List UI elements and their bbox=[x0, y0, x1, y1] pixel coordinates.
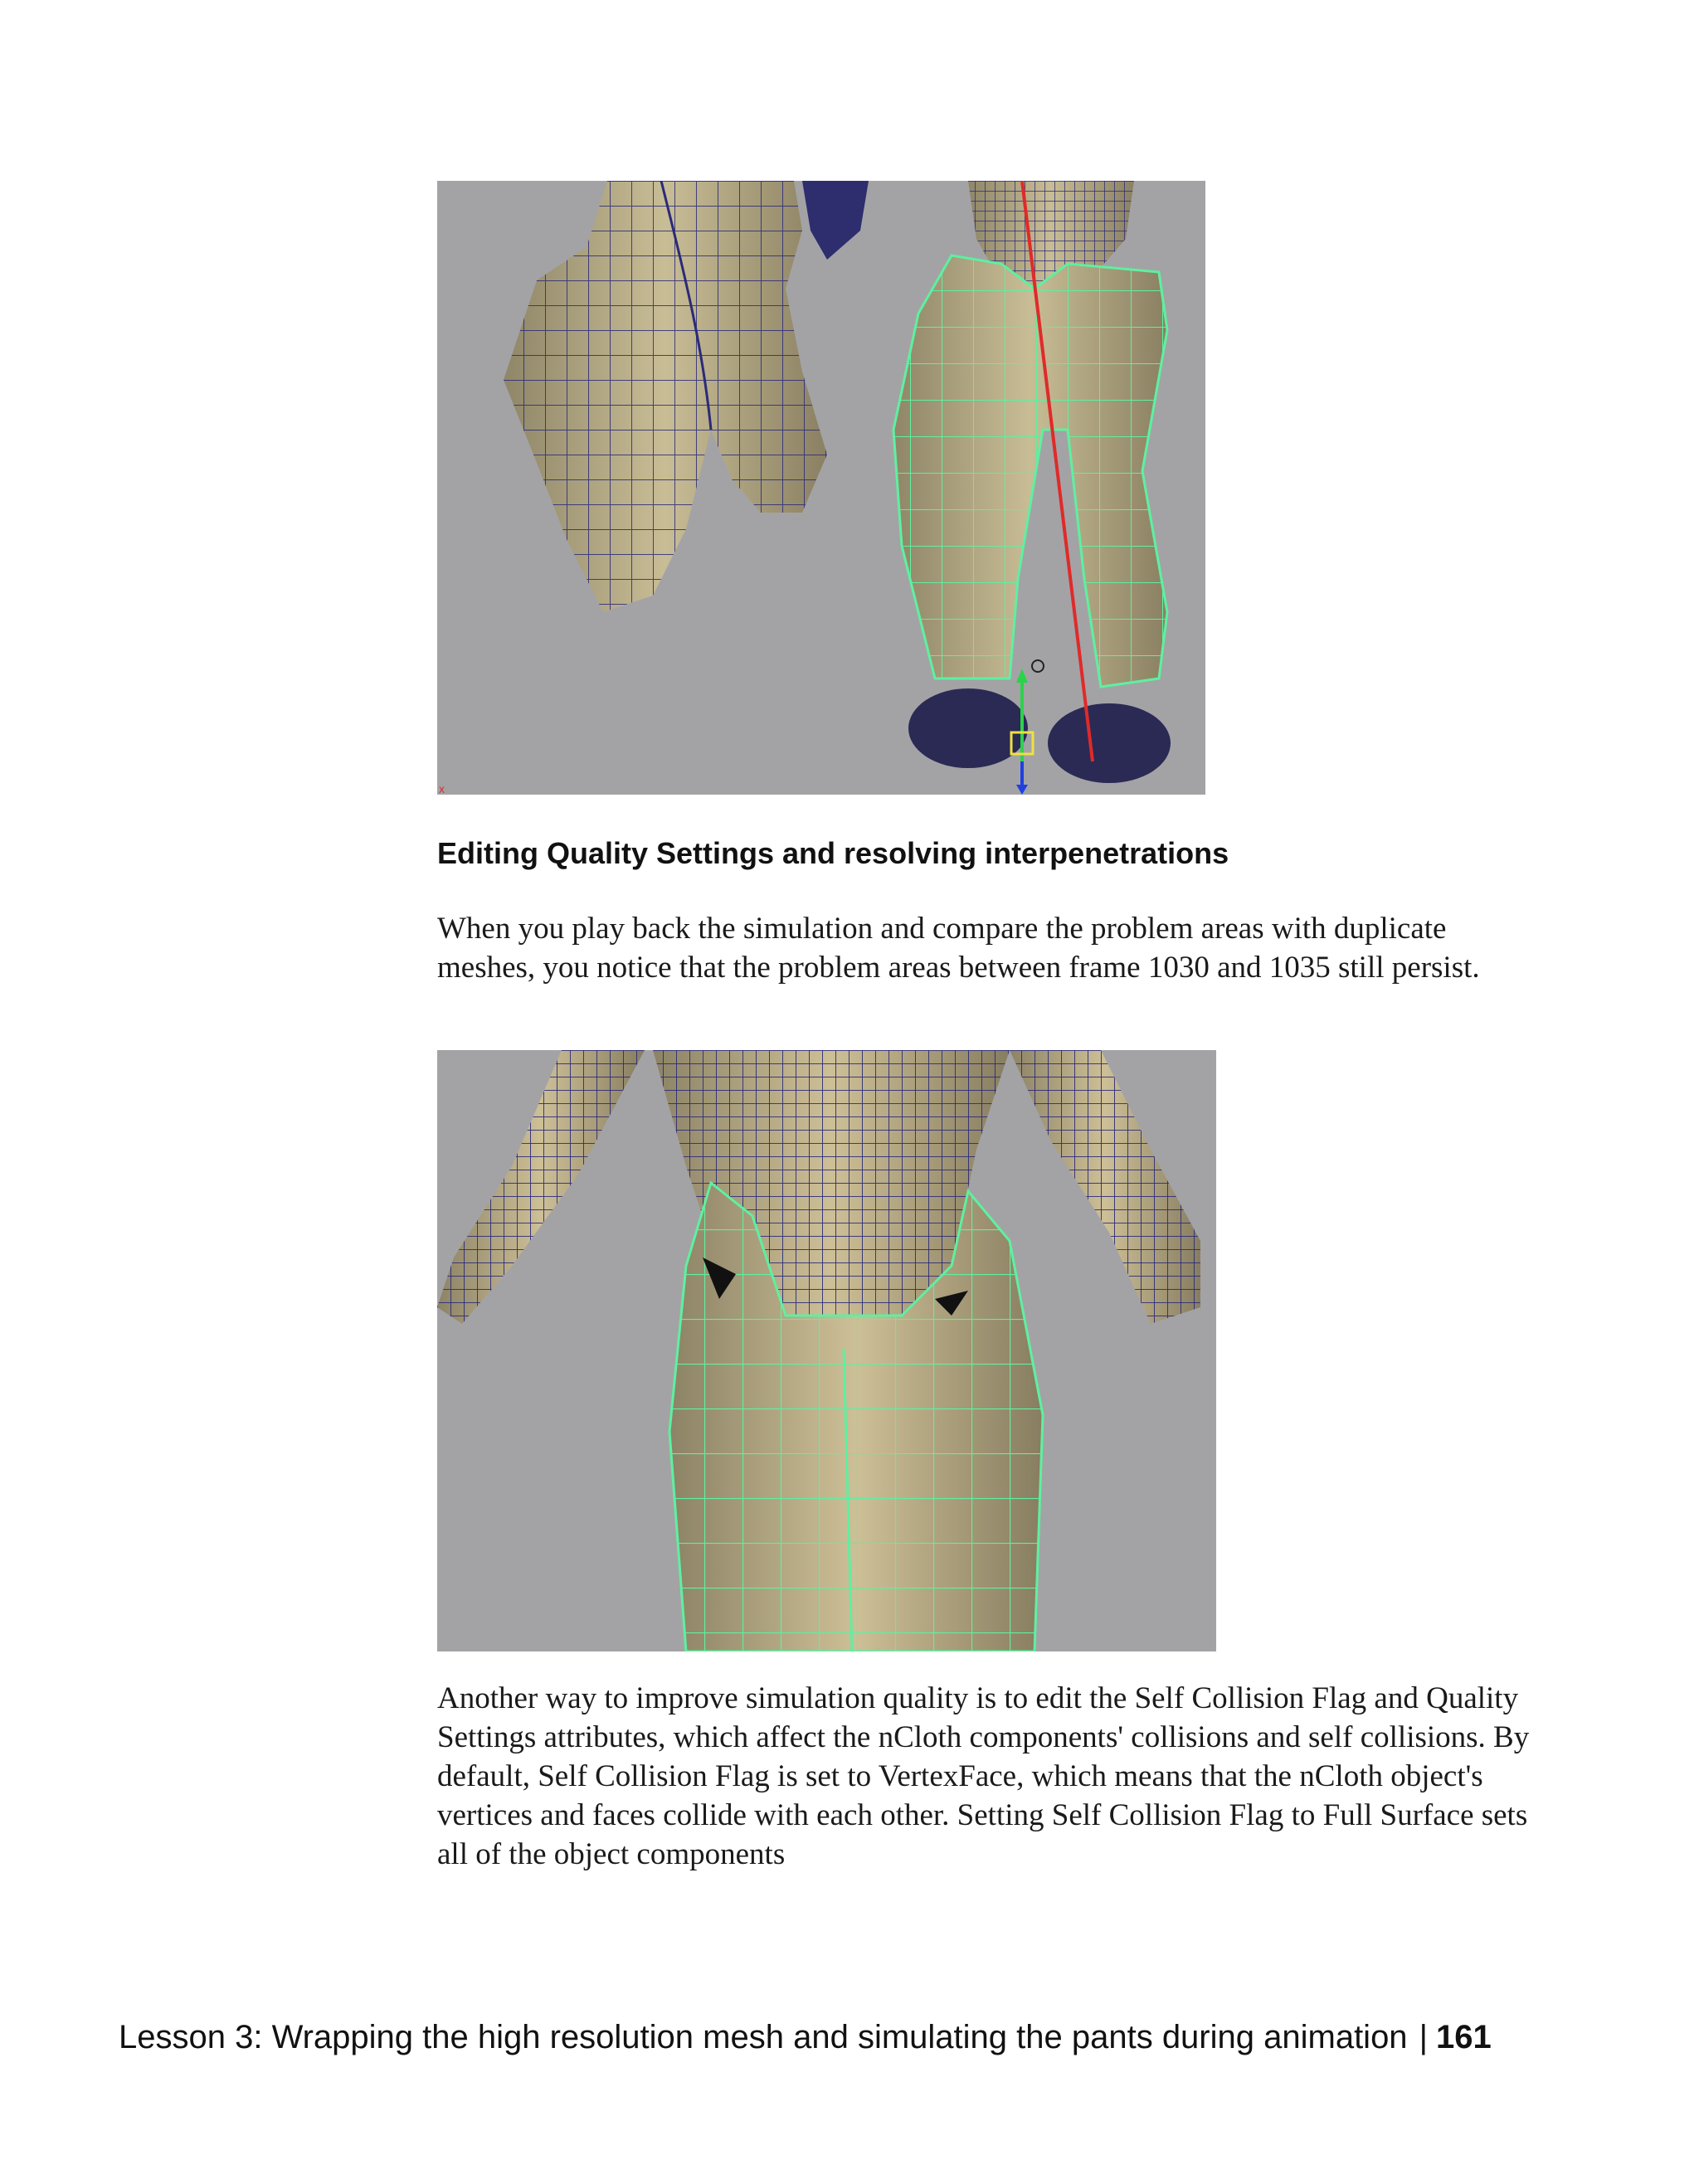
viewport-render-1 bbox=[437, 181, 1205, 795]
right-shoe-mesh bbox=[1048, 703, 1171, 783]
body-paragraph-2: Another way to improve simulation quality is to edit the Self Collision Flag and Quality Settings attributes, which affect the nCloth components' collisions and self collisions. By default, Self Collision Flag is set to VertexFace, which means that the nCloth object's vertices and faces collide with each other. Setting Self Collision Flag to Full Surface sets all of the object components bbox=[437, 1681, 1530, 1871]
viewport-render-2 bbox=[437, 1050, 1216, 1651]
figure-pants-comparison bbox=[437, 181, 1205, 795]
page-number: 161 bbox=[1435, 2019, 1492, 2055]
svg-text:x: x bbox=[439, 782, 445, 795]
footer-lesson-title: Lesson 3: Wrapping the high resolution mesh and simulating the pants during animation bbox=[119, 2019, 1408, 2055]
section-heading: Editing Quality Settings and resolving interpenetrations bbox=[437, 836, 1229, 870]
page-footer bbox=[119, 2016, 1492, 2059]
figure-pants-closeup bbox=[437, 1050, 1216, 1651]
footer-separator: | bbox=[1419, 2019, 1428, 2055]
left-shoe-mesh bbox=[908, 688, 1028, 768]
body-paragraph-1: When you play back the simulation and compare the problem areas with duplicate meshes, you notice that the problem areas between frame 1030 and 1035 still persist. bbox=[437, 912, 1480, 985]
